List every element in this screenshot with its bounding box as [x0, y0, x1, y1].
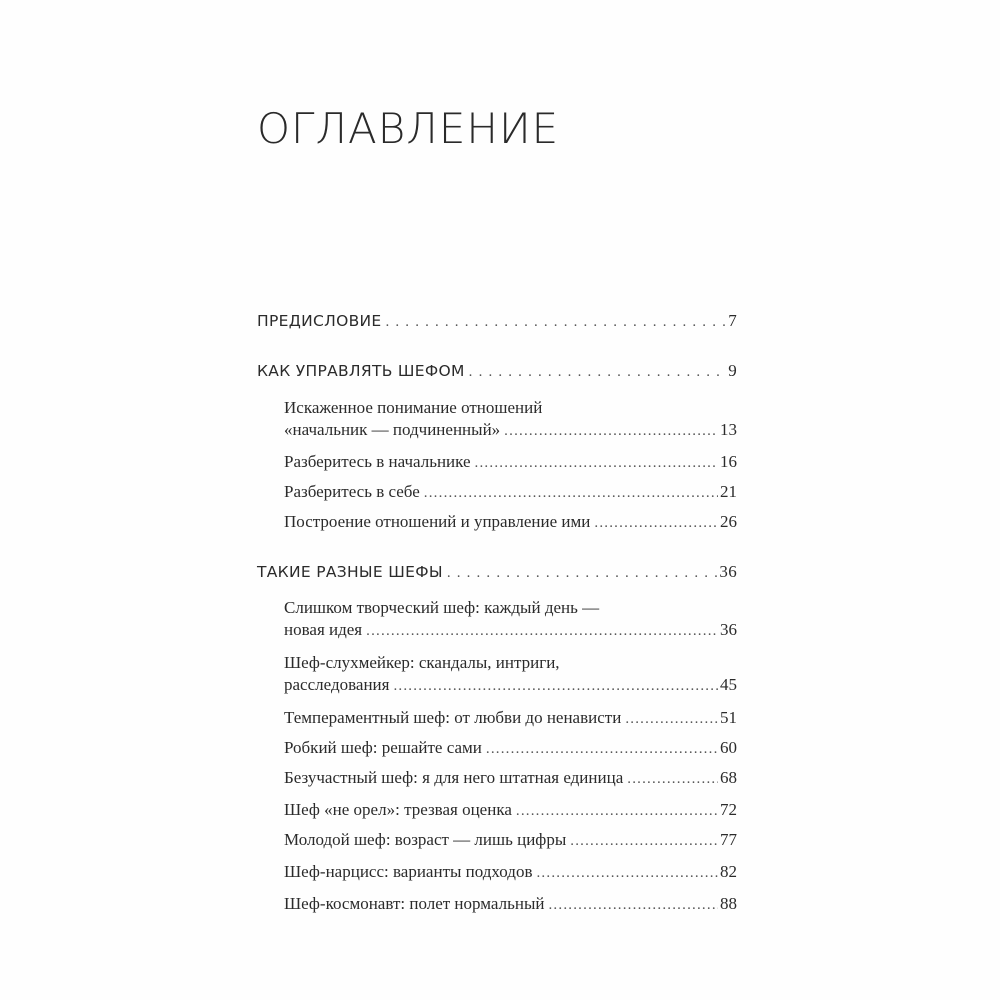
toc-entry-label: ПРЕДИСЛОВИЕ: [257, 312, 382, 330]
toc-entry-label: Разберитесь в себе: [284, 482, 420, 501]
toc-entry-label: ТАКИЕ РАЗНЫЕ ШЕФЫ: [257, 563, 443, 581]
dot-leader: [475, 455, 718, 472]
toc-entry-chapter: [284, 398, 737, 450]
toc-entry-page: 36: [719, 562, 737, 581]
toc-entry-label: «начальник — подчиненный»: [284, 420, 501, 439]
dot-leader: [536, 865, 718, 882]
toc-entry-first-line: Искаженное понимание отношений: [284, 398, 543, 417]
dot-leader: [548, 897, 718, 914]
toc-entry-label: КАК УПРАВЛЯТЬ ШЕФОМ: [257, 362, 465, 380]
toc-entry-page: 16: [720, 452, 737, 471]
toc-entry-chapter: [284, 830, 737, 860]
toc-title: ОГЛАВЛЕНИЕ: [257, 104, 560, 153]
toc-entry-label: Разберитесь в начальнике: [284, 452, 471, 471]
toc-entry-label: Темпераментный шеф: от любви до ненависти: [284, 708, 622, 727]
toc-entry-page: 60: [720, 738, 737, 757]
toc-entry-page: 82: [720, 862, 737, 881]
dot-leader: [447, 565, 718, 582]
toc-entry-part-1: [257, 361, 737, 391]
dot-leader: [469, 364, 727, 381]
toc-entry-page: 9: [728, 361, 737, 380]
dot-leader: [516, 803, 718, 820]
dot-leader: [594, 515, 718, 532]
dot-leader: [486, 741, 718, 758]
toc-entry-chapter: [284, 482, 737, 512]
toc-entry-label: Робкий шеф: решайте сами: [284, 738, 482, 757]
toc-entry-page: 26: [720, 512, 737, 531]
toc-entry-page: 13: [720, 420, 737, 439]
toc-entry-label: Шеф «не орел»: трезвая оценка: [284, 800, 512, 819]
toc-entry-page: 21: [720, 482, 737, 501]
toc-entry-page: 45: [720, 675, 737, 694]
toc-entry-page: 51: [720, 708, 737, 727]
toc-entry-page: 72: [720, 800, 737, 819]
toc-entry-label: Шеф-космонавт: полет нормальный: [284, 894, 545, 913]
toc-entry-chapter: [284, 800, 737, 830]
toc-entry-page: 88: [720, 894, 737, 913]
toc-entry-label: Построение отношений и управление ими: [284, 512, 591, 531]
dot-leader: [366, 623, 718, 640]
toc-entry-first-line: Шеф-слухмейкер: скандалы, интриги,: [284, 653, 560, 672]
dot-leader: [386, 314, 727, 331]
toc-entry-chapter: [284, 653, 737, 705]
toc-entry-label: Безучастный шеф: я для него штатная единица: [284, 768, 624, 787]
toc-entry-page: 77: [720, 830, 737, 849]
dot-leader: [627, 771, 718, 788]
toc-entry-chapter: [284, 862, 737, 892]
toc-entry-chapter: [284, 768, 737, 798]
toc-entry-chapter: [284, 598, 737, 650]
toc-entry-chapter: [284, 708, 737, 738]
toc-entry-label: новая идея: [284, 620, 363, 639]
toc-entry-chapter: [284, 738, 737, 768]
toc-entry-first-line: Слишком творческий шеф: каждый день —: [284, 598, 600, 617]
dot-leader: [570, 833, 718, 850]
dot-leader: [625, 711, 718, 728]
toc-entry-page: 7: [728, 311, 737, 330]
toc-entry-label: Молодой шеф: возраст — лишь цифры: [284, 830, 567, 849]
toc-entry-label: расследования: [284, 675, 390, 694]
dot-leader: [504, 423, 718, 440]
toc-entry-preface: [257, 311, 737, 341]
toc-entry-chapter: [284, 894, 737, 924]
toc-entry-chapter: [284, 512, 737, 542]
toc-entry-page: 68: [720, 768, 737, 787]
toc-entry-part-2: [257, 562, 737, 592]
toc-entry-label: Шеф-нарцисс: варианты подходов: [284, 862, 533, 881]
dot-leader: [393, 678, 718, 695]
toc-entry-chapter: [284, 452, 737, 482]
dot-leader: [424, 485, 718, 502]
toc-entry-page: 36: [720, 620, 737, 639]
